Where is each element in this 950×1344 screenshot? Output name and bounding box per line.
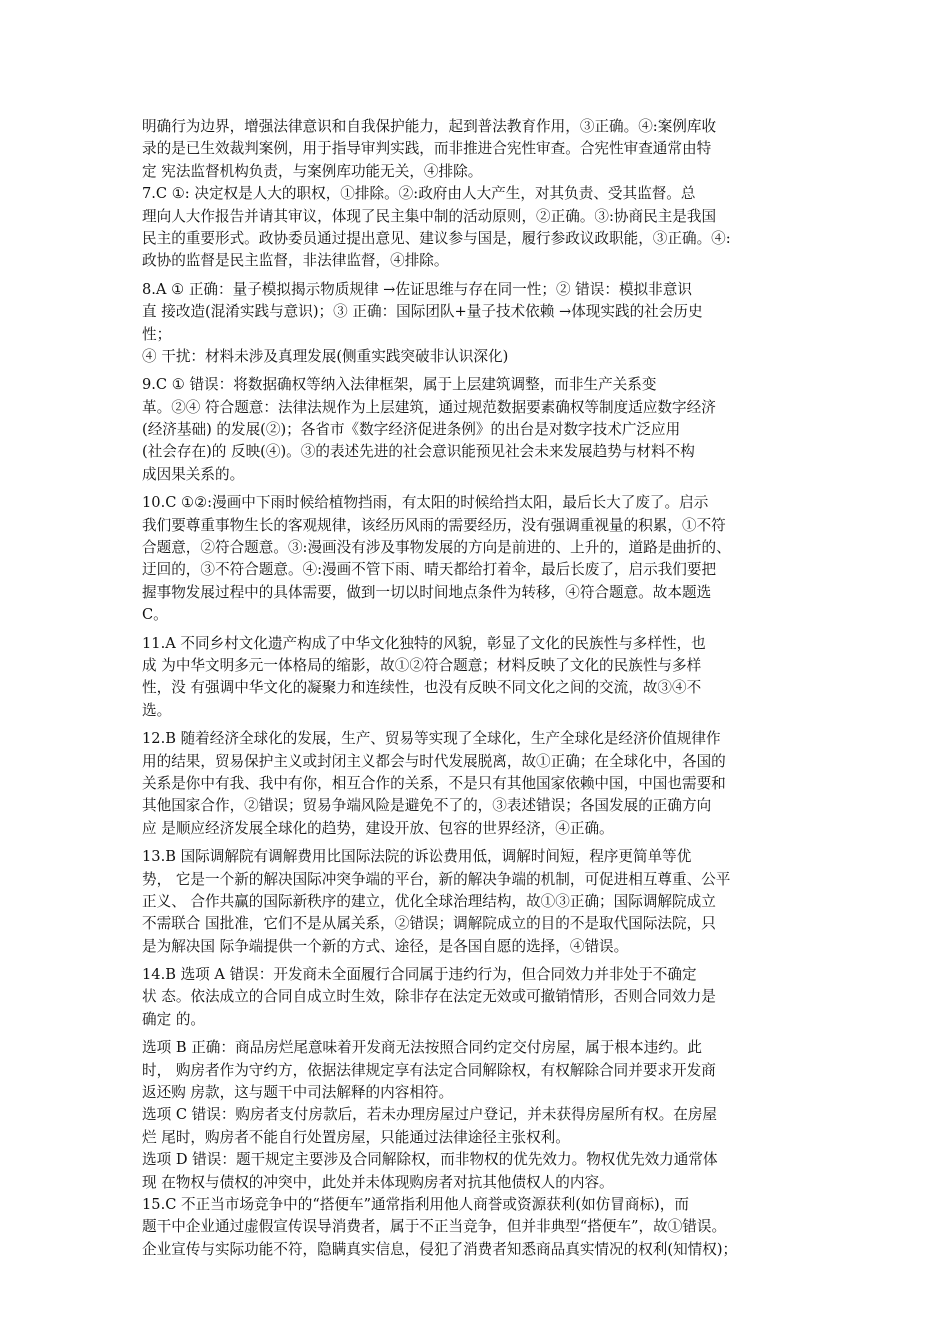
text-line: 性； [142, 325, 172, 343]
text-line: 成因果关系的。 [142, 465, 245, 483]
text-line: 合题意，②符合题意。③:漫画没有涉及事物发展的方向是前进的、上升的，道路是曲折的、 [142, 539, 731, 557]
text-line: 现 在物权与债权的冲突中，此处并未体现购房者对抗其他债权人的内容。 [142, 1173, 614, 1191]
text-line: 势， 它是一个新的解决国际冲突争端的平台，新的解决争端的机制，可促进相互尊重、公平 [142, 870, 731, 888]
text-line: 选项 C 错误：购房者支付房款后，若未办理房屋过户登记，并未获得房屋所有权。在房屋 [142, 1106, 718, 1124]
answer-9 [142, 374, 810, 486]
text-line: 10.C ①②:漫画中下雨时候给植物挡雨，有太阳的时候给挡太阳，最后长大了废了。启示 [142, 494, 709, 512]
text-line: 是为解决国 际争端提供一个新的方式、途径，是各国自愿的选择，④错误。 [142, 937, 629, 955]
text-line: 用的结果，贸易保护主义或封闭主义都会与时代发展脱离，故①正确；在全球化中，各国的 [142, 752, 726, 770]
text-line: C。 [142, 606, 168, 624]
answer-15 [142, 1194, 810, 1261]
text-line: 14.B 选项 A 错误：开发商未全面履行合同属于违约行为，但合同效力并非处于不确定 [142, 966, 697, 984]
text-line: 我们要尊重事物生长的客观规律，该经历风雨的需要经历，没有强调重视量的积累，①不符 [142, 516, 726, 534]
text-line: 不需联合 国批准，它们不是从属关系，②错误；调解院成立的目的不是取代国际法院，只 [142, 915, 716, 933]
text-line: 应 是顺应经济发展全球化的趋势，建设开放、包容的世界经济，④正确。 [142, 819, 614, 837]
text-line: 确定 的。 [142, 1010, 206, 1028]
text-line: 性，没 有强调中华文化的凝聚力和连续性，也没有反映不同文化之间的交流，故③④不 [142, 679, 702, 697]
answer-7 [142, 183, 810, 273]
document-page [142, 116, 810, 1261]
text-line: 8.A ① 正确：量子模拟揭示物质规律 →佐证思维与存在同一性；② 错误：模拟非意识 [142, 280, 692, 298]
text-line: 13.B 国际调解院有调解费用比国际法院的诉讼费用低，调解时间短，程序更简单等优 [142, 848, 692, 866]
text-line: 革。②④ 符合题意：法律法规作为上层建筑，通过规范数据要素确权等制度适应数字经济 [142, 398, 716, 416]
text-line: ④ 干扰：材料未涉及真理发展(侧重实践突破非认识深化) [142, 347, 509, 365]
text-line: 政协的监督是民主监督，非法律监督，④排除。 [142, 252, 449, 270]
answer-11 [142, 633, 810, 723]
text-line: 7.C ①: 决定权是人大的职权，①排除。②:政府由人大产生，对其负责、受其监督。总 [142, 185, 696, 203]
text-line: 握事物发展过程中的具体需要，做到一切以时间地点条件为转移，④符合题意。故本题选 [142, 583, 712, 601]
text-line: 定 宪法监督机构负责，与案例库功能无关，④排除。 [142, 162, 483, 180]
text-line: 11.A 不同乡村文化遗产构成了中华文化独特的风貌，彰显了文化的民族性与多样性，也 [142, 634, 706, 652]
text-line: 迂回的，③不符合题意。④:漫画不管下雨、晴天都给打着伞，最后长废了，启示我们要把 [142, 561, 717, 579]
text-line: 明确行为边界，增强法律意识和自我保护能力，起到普法教育作用，③正确。④:案例库收 [142, 118, 717, 135]
text-line: 选项 D 错误：题干规定主要涉及合同解除权，而非物权的优先效力。物权优先效力通常体 [142, 1151, 718, 1169]
text-line: 9.C ① 错误：将数据确权等纳入法律框架，属于上层建筑调整，而非生产关系变 [142, 376, 657, 394]
answer-14 [142, 964, 810, 1031]
answer-10 [142, 492, 810, 626]
text-line: 正义、 合作共赢的国际新秩序的建立，优化全球治理结构，故①③正确；国际调解院成立 [142, 892, 716, 910]
answer-14-options [142, 1037, 810, 1194]
text-line: 选。 [142, 701, 172, 719]
text-line: 录的是已生效裁判案例，用于指导审判实践，而非推进合宪性审查。合宪性审查通常由特 [142, 140, 712, 158]
answer-13 [142, 846, 810, 958]
text-line: 成 为中华文明多元一体格局的缩影，故①②符合题意；材料反映了文化的民族性与多样 [142, 656, 702, 674]
text-line: (经济基础) 的发展(②)；各省市《数字经济促进条例》的出台是对数字技术广泛应用 [142, 421, 681, 439]
text-line: 其他国家合作，②错误；贸易争端风险是避免不了的，③表述错误；各国发展的正确方向 [142, 797, 712, 815]
text-line: 理向人大作报告并请其审议，体现了民主集中制的活动原则，②正确。③:协商民主是我国 [142, 207, 717, 225]
text-line: 直 接改造(混淆实践与意识)；③ 正确：国际团队+量子技术依赖 →体现实践的社会历史 [142, 303, 703, 321]
text-line: 时， 购房者作为守约方，依据法律规定享有法定合同解除权，有权解除合同并要求开发商 [142, 1061, 716, 1079]
answer-8 [142, 279, 810, 369]
answer-6-continuation [142, 116, 810, 183]
text-line: 民主的重要形式。政协委员通过提出意见、建议参与国是，履行参政议政职能，③正确。④: [142, 229, 731, 247]
text-line: 企业宣传与实际功能不符，隐瞒真实信息，侵犯了消费者知悉商品真实情况的权利(知情权)； [142, 1240, 738, 1258]
answer-12 [142, 728, 810, 840]
text-line: (社会存在)的 反映(④)。③的表述先进的社会意识能预见社会未来发展趋势与材料不构 [142, 443, 695, 461]
text-line: 12.B 随着经济全球化的发展，生产、贸易等实现了全球化，生产全球化是经济价值规律作 [142, 730, 721, 748]
text-line: 返还购 房款，这与题干中司法解释的内容相符。 [142, 1084, 454, 1102]
text-line: 15.C 不正当市场竞争中的“搭便车”通常指利用他人商誉或资源获利(如仿冒商标)，而 [142, 1195, 689, 1213]
text-line: 关系是你中有我、我中有你，相互合作的关系，不是只有其他国家依赖中国，中国也需要和 [142, 774, 726, 792]
text-line: 状 态。依法成立的合同自成立时生效，除非存在法定无效或可撤销情形，否则合同效力是 [142, 988, 716, 1006]
text-line: 选项 B 正确：商品房烂尾意味着开发商无法按照合同约定交付房屋，属于根本违约。此 [142, 1039, 702, 1057]
text-line: 题干中企业通过虚假宣传误导消费者，属于不正当竞争，但并非典型“搭便车”，故①错误。 [142, 1218, 727, 1236]
text-line: 烂 尾时，购房者不能自行处置房屋，只能通过法律途径主张权利。 [142, 1128, 570, 1146]
